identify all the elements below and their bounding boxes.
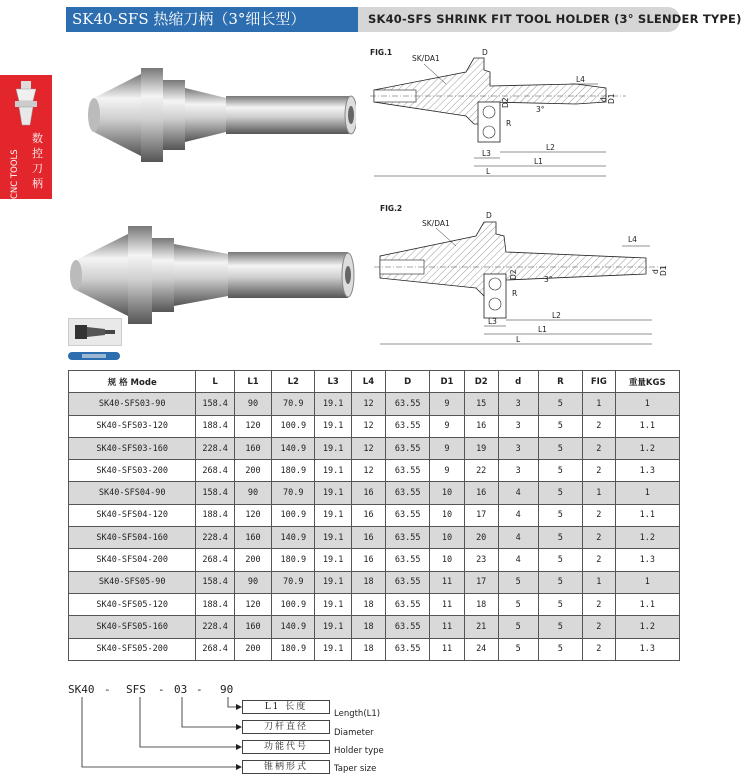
col-header: FIG <box>583 371 615 393</box>
fig1-callout-angle: 3° <box>536 105 545 114</box>
table-cell: 1.2 <box>615 437 679 459</box>
table-cell: 4 <box>498 549 538 571</box>
table-cell: 63.55 <box>386 527 430 549</box>
table-cell: 160 <box>234 527 271 549</box>
fig1-label: FIG.1 <box>370 48 393 57</box>
table-cell: 180.9 <box>272 460 315 482</box>
table-cell: 268.4 <box>196 549 235 571</box>
model-cell: SK40-SFS03-160 <box>69 437 196 459</box>
model-cell: SK40-SFS03-200 <box>69 460 196 482</box>
table-cell: 2 <box>583 504 615 526</box>
col-header: L1 <box>234 371 271 393</box>
thumbnail-image <box>68 318 122 346</box>
model-cell: SK40-SFS03-90 <box>69 393 196 415</box>
table-cell: 5 <box>538 593 583 615</box>
table-cell: 63.55 <box>386 415 430 437</box>
table-cell: 19.1 <box>315 571 351 593</box>
table-cell: 18 <box>351 593 385 615</box>
table-cell: 23 <box>464 549 498 571</box>
table-cell: 15 <box>464 393 498 415</box>
table-cell: 70.9 <box>272 571 315 593</box>
table-cell: 4 <box>498 527 538 549</box>
table-cell: 5 <box>498 593 538 615</box>
side-label-en: CNC TOOLS <box>10 149 20 199</box>
legend-box-diameter: 刀杆直径 <box>242 720 330 734</box>
table-cell: 63.55 <box>386 549 430 571</box>
fig1-callout-L1: L1 <box>534 157 543 166</box>
table-cell: 5 <box>538 549 583 571</box>
table-cell: 90 <box>234 393 271 415</box>
table-cell: 16 <box>351 504 385 526</box>
fig2-callout-D2: D2 <box>509 269 518 280</box>
code-part-type: SFS <box>126 683 146 696</box>
table-cell: 70.9 <box>272 393 315 415</box>
table-row <box>69 593 680 615</box>
table-cell: 180.9 <box>272 638 315 660</box>
table-cell: 158.4 <box>196 482 235 504</box>
col-header: D2 <box>464 371 498 393</box>
legend-box-length: L1 长度 <box>242 700 330 714</box>
table-cell: 2 <box>583 460 615 482</box>
table-cell: 1 <box>615 571 679 593</box>
table-cell: 2 <box>583 638 615 660</box>
table-cell: 5 <box>538 415 583 437</box>
col-header: L4 <box>351 371 385 393</box>
col-header: D <box>386 371 430 393</box>
table-cell: 9 <box>430 437 464 459</box>
fig2-callout-sk: SK/DA1 <box>422 219 450 228</box>
table-cell: 12 <box>351 393 385 415</box>
table-cell: 3 <box>498 437 538 459</box>
legend-en-length: Length(L1) <box>334 709 381 719</box>
table-row <box>69 616 680 638</box>
table-cell: 63.55 <box>386 482 430 504</box>
table-cell: 5 <box>538 437 583 459</box>
table-cell: 228.4 <box>196 616 235 638</box>
table-cell: 18 <box>351 638 385 660</box>
side-label-cn: 数控刀柄 <box>32 132 43 190</box>
col-header: 规 格 Mode <box>69 371 196 393</box>
product-photo-fig2 <box>68 220 358 330</box>
code-part-taper: SK40 <box>68 683 95 696</box>
table-cell: 5 <box>538 571 583 593</box>
table-cell: 63.55 <box>386 393 430 415</box>
legend-en-diameter: Diameter <box>334 728 374 738</box>
table-cell: 12 <box>351 437 385 459</box>
code-sep: - <box>104 683 111 696</box>
table-cell: 16 <box>464 415 498 437</box>
table-cell: 18 <box>464 593 498 615</box>
table-cell: 1.2 <box>615 527 679 549</box>
fig1-callout-R: R <box>506 119 512 128</box>
table-cell: 90 <box>234 482 271 504</box>
fig1-callout-L4: L4 <box>576 75 585 84</box>
table-cell: 140.9 <box>272 527 315 549</box>
fig1-callout-L2: L2 <box>546 143 555 152</box>
side-tab <box>0 75 52 199</box>
col-header: D1 <box>430 371 464 393</box>
table-cell: 5 <box>498 638 538 660</box>
fig1-callout-D: D <box>482 48 488 57</box>
table-cell: 5 <box>538 504 583 526</box>
col-header: L2 <box>272 371 315 393</box>
table-cell: 12 <box>351 415 385 437</box>
table-cell: 180.9 <box>272 549 315 571</box>
fig2-callout-L: L <box>516 335 521 344</box>
table-cell: 158.4 <box>196 571 235 593</box>
table-cell: 1 <box>583 482 615 504</box>
code-sep: - <box>158 683 165 696</box>
legend-box-holder-type: 功能代号 <box>242 740 330 754</box>
table-cell: 19.1 <box>315 549 351 571</box>
col-header: L3 <box>315 371 351 393</box>
col-header: d <box>498 371 538 393</box>
table-row <box>69 482 680 504</box>
table-cell: 188.4 <box>196 593 235 615</box>
technical-drawing-fig2 <box>366 200 686 350</box>
table-row <box>69 415 680 437</box>
table-cell: 10 <box>430 527 464 549</box>
code-part-length: 90 <box>220 683 234 696</box>
table-cell: 19.1 <box>315 527 351 549</box>
table-cell: 9 <box>430 393 464 415</box>
table-cell: 18 <box>351 571 385 593</box>
table-cell: 100.9 <box>272 504 315 526</box>
fig2-callout-d: d <box>651 269 660 274</box>
table-cell: 19.1 <box>315 482 351 504</box>
table-cell: 3 <box>498 415 538 437</box>
table-row <box>69 437 680 459</box>
fig2-callout-angle: 3° <box>544 275 553 284</box>
table-cell: 1.3 <box>615 549 679 571</box>
table-cell: 20 <box>464 527 498 549</box>
table-cell: 5 <box>538 527 583 549</box>
fig1-callout-sk: SK/DA1 <box>412 54 440 63</box>
fig2-callout-D1: D1 <box>659 265 668 276</box>
table-cell: 2 <box>583 593 615 615</box>
spec-table <box>68 370 680 661</box>
col-header: L <box>196 371 235 393</box>
table-cell: 3 <box>498 393 538 415</box>
model-cell: SK40-SFS04-160 <box>69 527 196 549</box>
table-row <box>69 638 680 660</box>
table-cell: 158.4 <box>196 393 235 415</box>
table-cell: 22 <box>464 460 498 482</box>
table-cell: 21 <box>464 616 498 638</box>
table-cell: 9 <box>430 415 464 437</box>
table-cell: 5 <box>538 638 583 660</box>
table-cell: 19.1 <box>315 460 351 482</box>
fig1-callout-D1: D1 <box>607 93 616 104</box>
table-cell: 11 <box>430 638 464 660</box>
page-title-cn: SK40-SFS 热缩刀柄（3°细长型） <box>66 7 358 32</box>
table-cell: 5 <box>498 616 538 638</box>
table-cell: 3 <box>498 460 538 482</box>
table-cell: 228.4 <box>196 437 235 459</box>
table-cell: 16 <box>464 482 498 504</box>
table-header-row <box>69 371 680 393</box>
thumbnail-scrollbar[interactable] <box>68 352 120 360</box>
table-cell: 19.1 <box>315 393 351 415</box>
fig1-callout-D2: D2 <box>501 97 510 108</box>
table-cell: 90 <box>234 571 271 593</box>
table-cell: 17 <box>464 504 498 526</box>
col-header: 重量KGS <box>615 371 679 393</box>
table-cell: 16 <box>351 549 385 571</box>
table-cell: 1 <box>615 393 679 415</box>
table-cell: 120 <box>234 593 271 615</box>
fig2-callout-D: D <box>486 211 492 220</box>
table-cell: 188.4 <box>196 504 235 526</box>
code-part-diameter: 03 <box>174 683 188 696</box>
table-row <box>69 549 680 571</box>
table-cell: 160 <box>234 616 271 638</box>
table-cell: 120 <box>234 415 271 437</box>
table-cell: 4 <box>498 482 538 504</box>
table-cell: 2 <box>583 415 615 437</box>
table-cell: 11 <box>430 571 464 593</box>
table-cell: 5 <box>538 393 583 415</box>
fig2-callout-L4: L4 <box>628 235 637 244</box>
table-cell: 12 <box>351 460 385 482</box>
table-cell: 160 <box>234 437 271 459</box>
table-cell: 268.4 <box>196 460 235 482</box>
table-cell: 100.9 <box>272 415 315 437</box>
table-row <box>69 460 680 482</box>
table-cell: 10 <box>430 504 464 526</box>
table-cell: 1 <box>583 571 615 593</box>
table-cell: 19.1 <box>315 616 351 638</box>
table-row <box>69 393 680 415</box>
page-title-en: SK40-SFS SHRINK FIT TOOL HOLDER (3° SLENDER TYPE) <box>368 12 742 26</box>
table-cell: 2 <box>583 437 615 459</box>
table-cell: 19.1 <box>315 415 351 437</box>
table-cell: 120 <box>234 504 271 526</box>
model-cell: SK40-SFS04-120 <box>69 504 196 526</box>
tool-holder-icon <box>6 79 46 129</box>
table-cell: 11 <box>430 616 464 638</box>
model-cell: SK40-SFS05-120 <box>69 593 196 615</box>
table-cell: 1.3 <box>615 460 679 482</box>
table-cell: 63.55 <box>386 616 430 638</box>
table-cell: 5 <box>538 482 583 504</box>
table-cell: 10 <box>430 482 464 504</box>
table-cell: 140.9 <box>272 616 315 638</box>
fig1-callout-L3: L3 <box>482 149 491 158</box>
table-row <box>69 571 680 593</box>
table-cell: 19.1 <box>315 504 351 526</box>
table-row <box>69 504 680 526</box>
table-cell: 18 <box>351 616 385 638</box>
table-cell: 2 <box>583 527 615 549</box>
table-cell: 63.55 <box>386 437 430 459</box>
legend-en-taper: Taper size <box>334 764 377 774</box>
table-cell: 1 <box>615 482 679 504</box>
technical-drawing-fig1 <box>366 44 686 184</box>
table-cell: 63.55 <box>386 638 430 660</box>
fig2-label: FIG.2 <box>380 204 403 213</box>
table-cell: 24 <box>464 638 498 660</box>
table-cell: 17 <box>464 571 498 593</box>
model-cell: SK40-SFS05-90 <box>69 571 196 593</box>
table-cell: 188.4 <box>196 415 235 437</box>
table-cell: 19.1 <box>315 638 351 660</box>
table-cell: 200 <box>234 638 271 660</box>
table-cell: 200 <box>234 549 271 571</box>
model-cell: SK40-SFS04-90 <box>69 482 196 504</box>
table-cell: 19 <box>464 437 498 459</box>
table-cell: 16 <box>351 482 385 504</box>
table-cell: 1.1 <box>615 504 679 526</box>
table-cell: 2 <box>583 549 615 571</box>
fig1-callout-L: L <box>486 167 491 176</box>
table-cell: 9 <box>430 460 464 482</box>
table-cell: 63.55 <box>386 460 430 482</box>
table-row <box>69 527 680 549</box>
model-cell: SK40-SFS03-120 <box>69 415 196 437</box>
table-cell: 19.1 <box>315 437 351 459</box>
fig1-callout-d: d <box>599 97 608 102</box>
col-header: R <box>538 371 583 393</box>
fig2-callout-L3: L3 <box>488 317 497 326</box>
table-cell: 5 <box>498 571 538 593</box>
table-cell: 5 <box>538 616 583 638</box>
table-cell: 63.55 <box>386 571 430 593</box>
table-cell: 4 <box>498 504 538 526</box>
model-code-legend <box>68 683 428 779</box>
table-cell: 268.4 <box>196 638 235 660</box>
table-cell: 16 <box>351 527 385 549</box>
table-cell: 70.9 <box>272 482 315 504</box>
legend-en-holder-type: Holder type <box>334 746 384 756</box>
table-cell: 100.9 <box>272 593 315 615</box>
table-cell: 200 <box>234 460 271 482</box>
table-cell: 1 <box>583 393 615 415</box>
table-cell: 11 <box>430 593 464 615</box>
model-cell: SK40-SFS05-160 <box>69 616 196 638</box>
table-cell: 1.2 <box>615 616 679 638</box>
table-cell: 2 <box>583 616 615 638</box>
table-cell: 10 <box>430 549 464 571</box>
table-cell: 1.3 <box>615 638 679 660</box>
legend-box-taper: 锥柄形式 <box>242 760 330 774</box>
table-cell: 228.4 <box>196 527 235 549</box>
model-cell: SK40-SFS04-200 <box>69 549 196 571</box>
fig2-callout-R: R <box>512 289 518 298</box>
product-photo-fig1 <box>86 60 356 170</box>
table-cell: 140.9 <box>272 437 315 459</box>
fig2-callout-L1: L1 <box>538 325 547 334</box>
table-cell: 63.55 <box>386 504 430 526</box>
table-cell: 19.1 <box>315 593 351 615</box>
table-cell: 1.1 <box>615 593 679 615</box>
table-cell: 1.1 <box>615 415 679 437</box>
table-cell: 5 <box>538 460 583 482</box>
code-sep: - <box>196 683 203 696</box>
table-cell: 63.55 <box>386 593 430 615</box>
model-cell: SK40-SFS05-200 <box>69 638 196 660</box>
fig2-callout-L2: L2 <box>552 311 561 320</box>
